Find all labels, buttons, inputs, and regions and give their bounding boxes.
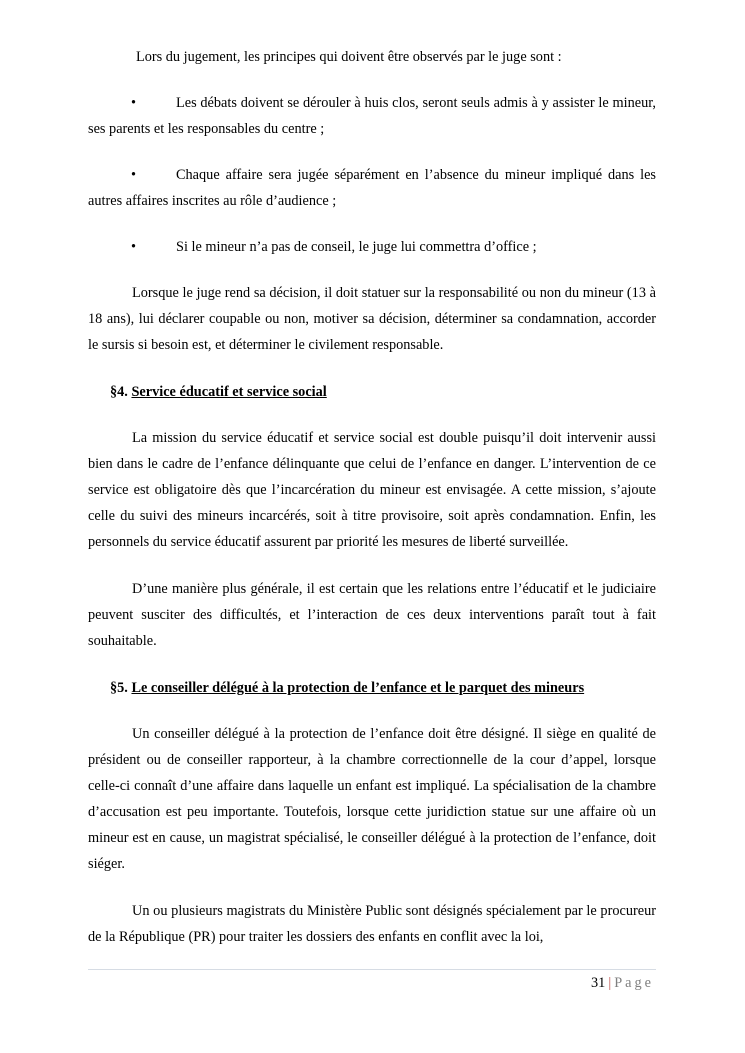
section-5-heading bbox=[88, 675, 656, 701]
principle-item-3 bbox=[88, 234, 656, 260]
page-label: Page bbox=[614, 975, 654, 991]
bullet-icon: • bbox=[131, 167, 137, 183]
principle-text: Les débats doivent se dérouler à huis clos, seront seuls admis à y assister le mineur, ses parents et les responsables du centre ; bbox=[88, 95, 656, 137]
bullet-icon: • bbox=[131, 239, 137, 255]
decision-paragraph: Lorsque le juge rend sa décision, il doit statuer sur la responsabilité ou non du mineur (13 à 18 ans), lui déclarer coupable ou non, motiver sa décision, déterminer sa condamnation, accorder le sursis si besoin est, et déterminer le civilement responsable. bbox=[88, 285, 656, 353]
document-page bbox=[88, 44, 656, 950]
section-4-paragraph-2: D’une manière plus générale, il est certain que les relations entre l’éducatif et le judiciaire peuvent susciter des difficultés, et l’interaction de ces deux interventions paraît tout à fait souhaitable. bbox=[88, 581, 656, 649]
section-4-title: Service éducatif et service social bbox=[131, 384, 327, 400]
principle-text: Chaque affaire sera jugée séparément en l’absence du mineur impliqué dans les autres affaires inscrites au rôle d’audience ; bbox=[88, 167, 656, 209]
section-4-heading bbox=[88, 379, 656, 405]
section-5-paragraph-1: Un conseiller délégué à la protection de l’enfance doit être désigné. Il siège en qualité de président ou de conseiller rapporteur, à la chambre correctionnelle de la cour d’appel, lorsque celle-ci connaît d’une affaire dans laquelle un enfant est impliqué. La spécialisation de la chambre d’accusation est peu importante. Toutefois, lorsque cette juridiction statue sur une affaire où un mineur est en cause, un magistrat spécialisé, le conseiller délégué à la protection de l’enfance, doit siéger. bbox=[88, 726, 656, 872]
page-footer bbox=[591, 972, 654, 994]
bullet-icon: • bbox=[131, 95, 137, 111]
principle-text: Si le mineur n’a pas de conseil, le juge lui commettra d’office ; bbox=[176, 239, 537, 255]
section-5-paragraph-2: Un ou plusieurs magistrats du Ministère Public sont désignés spécialement par le procureur de la République (PR) pour traiter les dossiers des enfants en conflit avec la loi, bbox=[88, 903, 656, 945]
principle-item-1 bbox=[88, 90, 656, 142]
footer-divider bbox=[88, 969, 656, 970]
section-5-number: §5. bbox=[110, 680, 128, 696]
intro-paragraph: Lors du jugement, les principes qui doivent être observés par le juge sont : bbox=[136, 49, 562, 65]
section-4-paragraph-1: La mission du service éducatif et service social est double puisqu’il doit intervenir aussi bien dans le cadre de l’enfance délinquante que celui de l’enfance en danger. L’intervention de ce service est obligatoire dès que l’incarcération du mineur est envisagée. A cette mission, s’ajoute celle du suivi des mineurs incarcérés, soit à titre provisoire, soit après condamnation. Enfin, les personnels du service éducatif assurent par priorité les mesures de liberté surveillée. bbox=[88, 430, 656, 550]
section-4-number: §4. bbox=[110, 384, 128, 400]
footer-separator: | bbox=[608, 975, 612, 991]
principle-item-2 bbox=[88, 162, 656, 214]
page-number: 31 bbox=[591, 975, 606, 991]
section-5-title: Le conseiller délégué à la protection de l’enfance et le parquet des mineurs bbox=[131, 680, 585, 696]
